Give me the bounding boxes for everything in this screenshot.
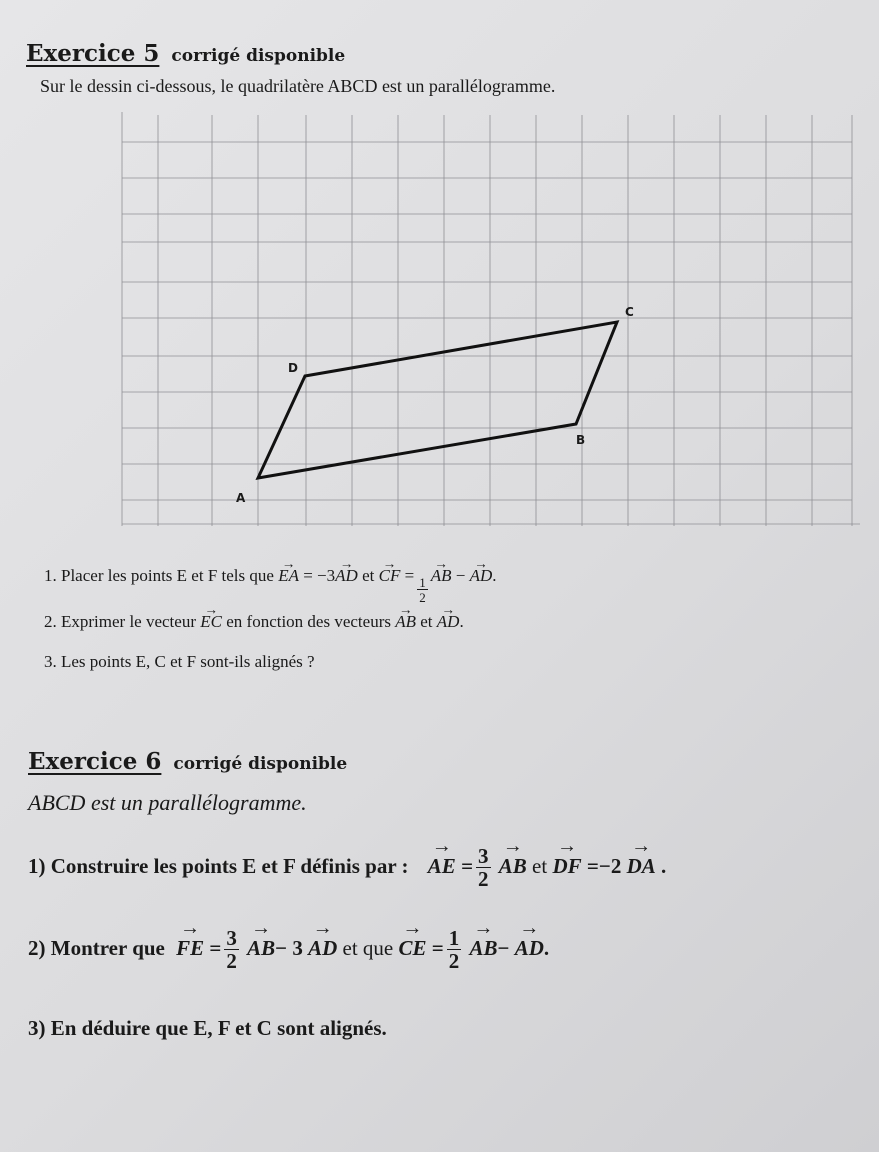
vector-ab-e6q2-b: → AB	[470, 936, 498, 961]
e6q2-etque: et que	[342, 935, 394, 960]
vector-ad-e6q2: → AD	[308, 936, 337, 961]
fraction-three-halves: $\frac{3}{2}$	[478, 844, 489, 891]
vector-ab-e6q1: → AB	[499, 854, 527, 879]
e6q2-prefix: 2) Montrer que	[28, 935, 165, 960]
e6q1-et: et	[532, 853, 548, 878]
parallelogram-abcd	[258, 322, 617, 478]
q1-eq2: =	[404, 566, 415, 585]
e6q2-end: .	[543, 935, 550, 960]
e6q2-minus: −	[497, 935, 510, 960]
q2-end: .	[459, 612, 464, 631]
exercise-5-question-2	[44, 612, 464, 632]
exercise-5-number: Exercice 5	[26, 40, 160, 67]
label-b: B	[576, 433, 586, 447]
vector-ad: → AD	[335, 566, 358, 586]
vector-ce: → CE	[399, 936, 427, 961]
vector-ab-e6q2: → AB	[247, 936, 275, 961]
e6q2-minus3: − 3	[275, 935, 303, 960]
exercise-6-title	[28, 748, 347, 775]
exercise-5-intro: Sur le dessin ci-dessous, le quadrilatère ABCD est un parallélogramme.	[40, 76, 556, 96]
vector-ea: → EA	[278, 566, 299, 586]
vector-ab: → AB	[431, 566, 452, 586]
vector-ab-q2: → AB	[395, 612, 416, 632]
vector-ad-q2: → AD	[437, 612, 460, 632]
grid-lines	[122, 112, 860, 526]
parallelogram-figure	[0, 0, 879, 540]
fraction-one-half-2: $\frac{1}{2}$	[448, 926, 460, 973]
vector-ad-e6q2-b: → AD	[515, 936, 544, 961]
vector-cf: → CF	[379, 566, 401, 586]
exercise-6-question-1	[28, 846, 666, 890]
fraction-one-half: $\frac{1}{2}$	[419, 575, 426, 605]
label-c: C	[625, 305, 634, 319]
q2-et: et	[420, 612, 433, 631]
exercise-5-question-3: 3. Les points E, C et F sont-ils alignés ?	[44, 652, 315, 671]
q1-eq1: = −3	[303, 566, 336, 585]
e6q1-end: .	[661, 853, 667, 878]
e6q2-eq1: =	[209, 935, 222, 960]
vector-ad-2: → AD	[470, 566, 493, 586]
exercise-6-intro: ABCD est un parallélogramme.	[28, 790, 307, 815]
exercise-5-subtitle: corrigé disponible	[171, 46, 346, 66]
vector-df: → DF	[552, 854, 581, 879]
q1-minus: −	[455, 566, 466, 585]
q2-prefix: 2. Exprimer le vecteur	[44, 612, 196, 631]
exercise-5-question-1	[44, 566, 496, 604]
vector-ec: → EC	[200, 612, 222, 632]
vector-ae: → AE	[428, 854, 456, 879]
exercise-6-number: Exercice 6	[28, 748, 162, 775]
label-a: A	[236, 491, 246, 505]
fraction-three-halves-2: $\frac{3}{2}$	[226, 926, 237, 973]
e6q1-eq2: =−2	[586, 853, 622, 878]
label-d: D	[288, 361, 298, 375]
exercise-6-question-2	[28, 928, 549, 972]
q2-mid: en fonction des vecteurs	[226, 612, 391, 631]
vector-fe: → FE	[176, 936, 204, 961]
vector-da: → DA	[627, 854, 656, 879]
q1-end: .	[492, 566, 497, 585]
exercise-6-subtitle: corrigé disponible	[173, 754, 348, 774]
q1-et: et	[362, 566, 375, 585]
exercise-6-question-3: 3) En déduire que E, F et C sont alignés.	[28, 1016, 387, 1040]
e6q1-eq1: =	[461, 853, 474, 878]
e6q1-prefix: 1) Construire les points E et F définis par :	[28, 853, 409, 878]
e6q2-eq2: =	[431, 935, 444, 960]
q1-prefix: 1. Placer les points E et F tels que	[44, 566, 274, 585]
